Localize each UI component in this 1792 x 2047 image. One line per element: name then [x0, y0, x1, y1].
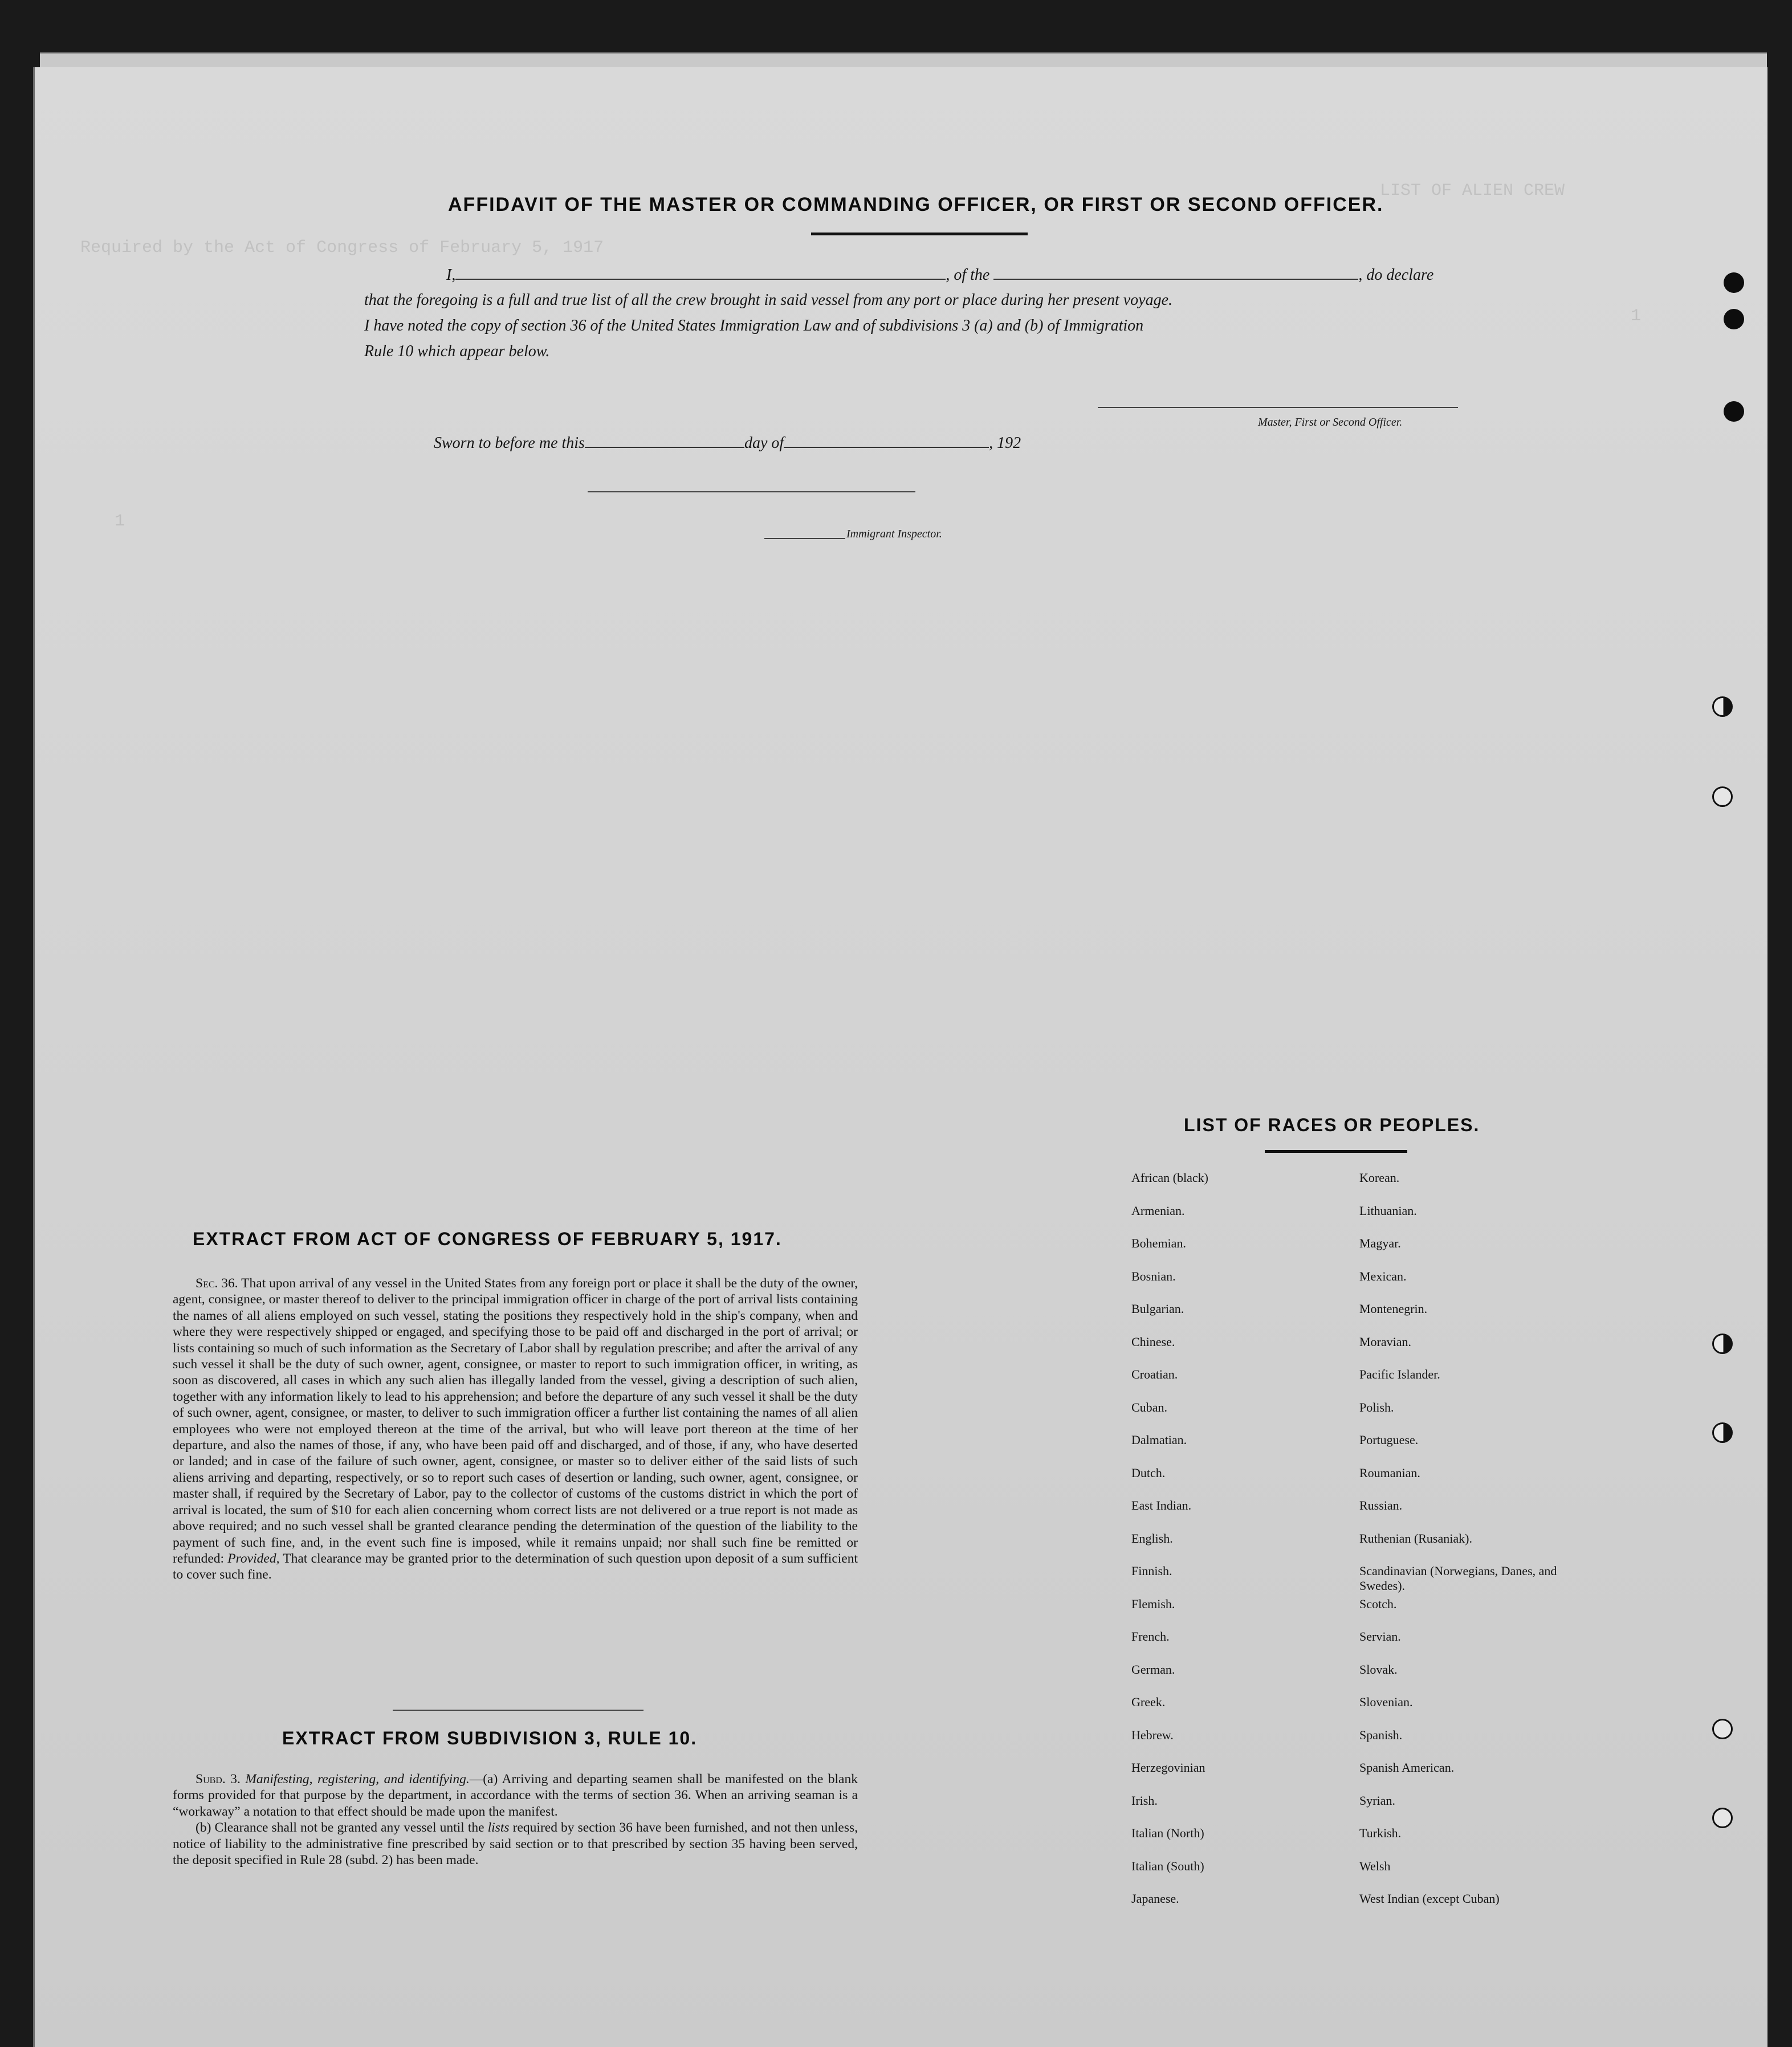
- sworn-end: , 192: [989, 434, 1021, 452]
- race-item: Finnish.: [1131, 1564, 1172, 1578]
- race-item: Herzegovinian: [1131, 1760, 1205, 1775]
- binder-hole-icon: [1712, 1719, 1733, 1739]
- race-item: Italian (North): [1131, 1826, 1204, 1840]
- section-36-text: [173, 1275, 858, 1583]
- rule-10-text: [173, 1771, 858, 1868]
- race-item: Italian (South): [1131, 1858, 1204, 1873]
- race-item: Bosnian.: [1131, 1269, 1176, 1283]
- binder-hole-icon: [1712, 786, 1733, 807]
- document-page: LIST OF ALIEN CREW Required by the Act of Congress of February 5, 1917 1 1 AFFIDAVIT OF THE MASTER OR COMMANDING OFFICER, OR FIRST OR SECOND OFFICER. I, , of the , do declare that the foregoing is a full and true list of all the crew brought in said vessel from any port or place during her present voyage. I have noted the copy of section 36 of the United States Immigration Law and of subdivisions 3 (a) and (b) of Immigration Rule 10 which appear below. Master, First or Second Officer. Sworn to before me this day of , 192 Immigrant Inspector. EXTRACT FROM ACT OF CONGRESS OF FEBRUARY 5, 1917. Sec. 36. That upon arrival of any vessel in the United States from any foreign port or place it shall be the duty of the owner, agent, consignee, or master thereof to deliver to the principal immigration officer in charge of the port of arrival lists containing the names of all aliens employed on such vessel, stating the positions they respectively hold in the ship's company, when and where they were respectively shipped or engaged, and specifying those to be paid off and discharged in the port of arrival; or lists containing so much of such information as the Secretary of Labor shall by regulation prescribe; and after the arrival of any such vessel it shall be the duty of such owner, agent, consignee, or master to report to such immigration officer, in writing, as soon as discovered, all cases in which any such alien has illegally landed from the vessel, giving a description of such alien, together with any information likely to lead to his apprehension; and before the departure of any such vessel it shall be the duty of such owner, agent, consignee, or master, to deliver to such immigration officer a further list containing the names of all alien employees who were not employed thereon at the time of the arrival, but who will leave port thereon at the time of her departure, and also the names of those, if any, who have been paid off and discharged, and of those, if any, who have deserted or landed; and in case of the failure of such owner, agent, consignee, or master so to deliver either of the said lists of such aliens arriving and departing, respectively, or so to report such cases of desertion or landing, such owner, agent, consignee, or master shall, if required by the Secretary of Labor, pay to the collector of customs of the customs district in which the port of arrival is located, the sum of $10 for each alien concerning whom correct lists are not delivered or a true report is not made as above required; and no such vessel shall be granted clearance pending the determination of the question of the liability to the payment of such fine, and, in the event such fine is imposed, while it remains unpaid; nor shall such fine be remitted or refunded: Provided, That clearance may be granted prior to the determination of such question upon deposit of a sum sufficient to cover such fine. EXTRACT FROM SUBDIVISION 3, RULE 10. Subd. 3. Manifesting, registering, and identifying.—(a) Arriving and departing seamen shall be manifested on the blank forms provided for that purpose by the department, in accordance with the terms of section 36. When an arriving seaman is a “workaway” a notation to that effect should be made upon the manifest. (b) Clearance shall not be granted any vessel until the lists required by section 36 have been furnished, and not then unless, notice of liability to the administrative fine prescribed by said section or to that prescribed by section 35 having been served, the deposit specified in Rule 28 (subd. 2) has been made. LIST OF RACES OR PEOPLES.: [33, 67, 1767, 2047]
- race-item: Chinese.: [1131, 1334, 1175, 1349]
- binder-hole-icon: [1712, 1808, 1733, 1828]
- race-item: Slovak.: [1359, 1662, 1398, 1677]
- race-item: African (black): [1131, 1171, 1208, 1185]
- para-b-start: Clearance shall not be granted any vessel until the: [214, 1820, 484, 1836]
- binder-hole-icon: [1724, 401, 1744, 422]
- binder-hole-icon: [1712, 1422, 1733, 1443]
- affidavit-title: AFFIDAVIT OF THE MASTER OR COMMANDING OFFICER, OR FIRST OR SECOND OFFICER.: [448, 194, 1384, 215]
- race-item: Hebrew.: [1131, 1727, 1174, 1742]
- provided-word: Provided,: [227, 1551, 280, 1566]
- affidavit-line1-start: I,: [446, 266, 456, 284]
- sworn-day-field[interactable]: [585, 432, 744, 448]
- race-item: Dutch.: [1131, 1465, 1166, 1480]
- races-list: [1131, 1171, 1565, 1924]
- affidavit-line3: I have noted the copy of section 36 of the United States Immigration Law and of subdivisions 3 (a) and (b) of Immigration: [364, 317, 1144, 335]
- race-item: Syrian.: [1359, 1793, 1395, 1808]
- rule-extract-title: EXTRACT FROM SUBDIVISION 3, RULE 10.: [282, 1728, 698, 1748]
- race-item: Irish.: [1131, 1793, 1158, 1808]
- race-item: Mexican.: [1359, 1269, 1407, 1283]
- race-item: Cuban.: [1131, 1400, 1167, 1414]
- race-item: East Indian.: [1131, 1498, 1192, 1512]
- race-item: Dalmatian.: [1131, 1433, 1187, 1447]
- race-item: Portuguese.: [1359, 1433, 1419, 1447]
- race-item: West Indian (except Cuban): [1359, 1891, 1500, 1906]
- race-item: Pacific Islander.: [1359, 1367, 1440, 1381]
- para-b-label: (b): [196, 1820, 211, 1836]
- races-title: LIST OF RACES OR PEOPLES.: [1184, 1115, 1480, 1135]
- race-item: Montenegrin.: [1359, 1302, 1428, 1316]
- affidavit-line1-end: , do declare: [1358, 266, 1434, 284]
- sworn-line: [434, 432, 1021, 452]
- inspector-caption: Immigrant Inspector.: [846, 528, 942, 540]
- race-item: English.: [1131, 1531, 1173, 1546]
- race-item: Armenian.: [1131, 1203, 1185, 1218]
- affidavit-title-rule: [811, 233, 1028, 235]
- sworn-mid: day of: [744, 434, 784, 452]
- subd-label: Subd. 3.: [196, 1772, 241, 1787]
- affidavit-line4: Rule 10 which appear below.: [364, 342, 550, 360]
- race-item: Flemish.: [1131, 1596, 1175, 1611]
- race-item: Welsh: [1359, 1858, 1391, 1873]
- race-item: Lithuanian.: [1359, 1203, 1417, 1218]
- race-item: Servian.: [1359, 1629, 1401, 1644]
- para-a-label: —(a): [469, 1772, 498, 1787]
- section-36-body: That upon arrival of any vessel in the United States from any foreign port or place it shall be the duty of the owner, agent, consignee, or master thereof to deliver to the principal immigration officer in charge of the port of arrival lists containing the names of all aliens employed on such vessel, stating the positions they respectively hold in the ship's company, when and where they were respectively shipped or engaged, and specifying those to be paid off and discharged in the port of arrival; or lists containing so much of such information as the Secretary of Labor shall by regulation prescribe; and after the arrival of any such vessel it shall be the duty of such owner, agent, consignee, or master to report to such immigration officer, in writing, as soon as discovered, all cases in which any such alien has illegally landed from the vessel, giving a description of such alien, together with any information likely to lead to his apprehension; and before the departure of any such vessel it shall be the duty of such owner, agent, consignee, or master, to deliver to such immigration officer a further list containing the names of all alien employees who were not employed thereon at the time of the arrival, but who will leave port thereon at the time of her departure, and also the names of those, if any, who have been paid off and discharged, and of those, if any, who have deserted or landed; and in case of the failure of such owner, agent, consignee, or master so to deliver either of the said lists of such aliens arriving and departing, respectively, or so to report such cases of desertion or landing, such owner, agent, consignee, or master shall, if required by the Secretary of Labor, pay to the collector of customs of the customs district in which the port of arrival is located, the sum of $10 for each alien concerning whom correct lists are not delivered or a true report is not made as above required; and no such vessel shall be granted clearance pending the determination of the question of the liability to the payment of such fine, and, in the event such fine is imposed, while it remains unpaid; nor shall such fine be remitted or refunded:: [173, 1276, 858, 1566]
- race-item: Bohemian.: [1131, 1236, 1186, 1250]
- race-item: Turkish.: [1359, 1826, 1402, 1840]
- para-b-lists: lists: [487, 1820, 510, 1836]
- race-item: Spanish American.: [1359, 1760, 1455, 1775]
- race-item: Spanish.: [1359, 1727, 1403, 1742]
- inspector-caption-lead: [764, 538, 845, 539]
- race-item: Moravian.: [1359, 1334, 1412, 1349]
- race-item: Polish.: [1359, 1400, 1394, 1414]
- race-item: Bulgarian.: [1131, 1302, 1184, 1316]
- race-item: Ruthenian (Rusaniak).: [1359, 1531, 1472, 1546]
- race-item: Greek.: [1131, 1695, 1166, 1709]
- race-item: Scotch.: [1359, 1596, 1397, 1611]
- race-item: Roumanian.: [1359, 1465, 1420, 1480]
- race-item: Korean.: [1359, 1171, 1400, 1185]
- para-a-text: Arriving and departing seamen shall be manifested on the blank forms provided for that purpose by the department, in accordance with the terms of section 36. When an arriving seaman is a “workaway” a notation to that effect should be made upon the manifest.: [173, 1772, 858, 1819]
- binder-hole-icon: [1712, 696, 1733, 717]
- binder-hole-icon: [1724, 272, 1744, 293]
- vessel-name-field[interactable]: [993, 264, 1358, 280]
- sworn-start: Sworn to before me this: [434, 434, 585, 452]
- race-item: Russian.: [1359, 1498, 1403, 1512]
- affidavit-line1-mid: , of the: [946, 266, 990, 284]
- section-36-label: Sec. 36.: [196, 1276, 238, 1291]
- para-b-end: required by section 36 have been furnished, and not then unless, notice of liability to the administrative fine prescribed by said section or to that prescribed by section 35 having been served, the deposit specified in Rule 28 (subd. 2) has been made.: [173, 1820, 858, 1868]
- master-name-field[interactable]: [455, 264, 946, 280]
- race-item: Scandinavian (Norwegians, Danes, and Swedes).: [1359, 1564, 1557, 1593]
- master-signature-caption: Master, First or Second Officer.: [1258, 416, 1403, 429]
- affidavit-line2: that the foregoing is a full and true list of all the crew brought in said vessel from any port or place during her present voyage.: [364, 291, 1173, 309]
- races-title-rule: [1265, 1150, 1407, 1153]
- provided-text: That clearance may be granted prior to the determination of such question upon deposit of a sum sufficient to cover such fine.: [173, 1551, 858, 1583]
- master-signature-line[interactable]: [1098, 407, 1458, 408]
- race-item: Japanese.: [1131, 1891, 1179, 1906]
- race-item: Slovenian.: [1359, 1695, 1413, 1709]
- binder-hole-icon: [1724, 309, 1744, 329]
- race-item: Magyar.: [1359, 1236, 1401, 1250]
- extract-separator: [393, 1710, 644, 1711]
- race-item: Croatian.: [1131, 1367, 1178, 1381]
- inspector-signature-line[interactable]: [588, 491, 915, 492]
- affidavit-declaration-line: [446, 264, 1433, 284]
- binder-hole-icon: [1712, 1334, 1733, 1354]
- race-item: French.: [1131, 1629, 1170, 1644]
- sworn-month-field[interactable]: [784, 432, 989, 448]
- subd-heading: Manifesting, registering, and identifying.: [245, 1772, 470, 1787]
- race-item: German.: [1131, 1662, 1175, 1677]
- act-extract-title: EXTRACT FROM ACT OF CONGRESS OF FEBRUARY 5, 1917.: [193, 1229, 782, 1249]
